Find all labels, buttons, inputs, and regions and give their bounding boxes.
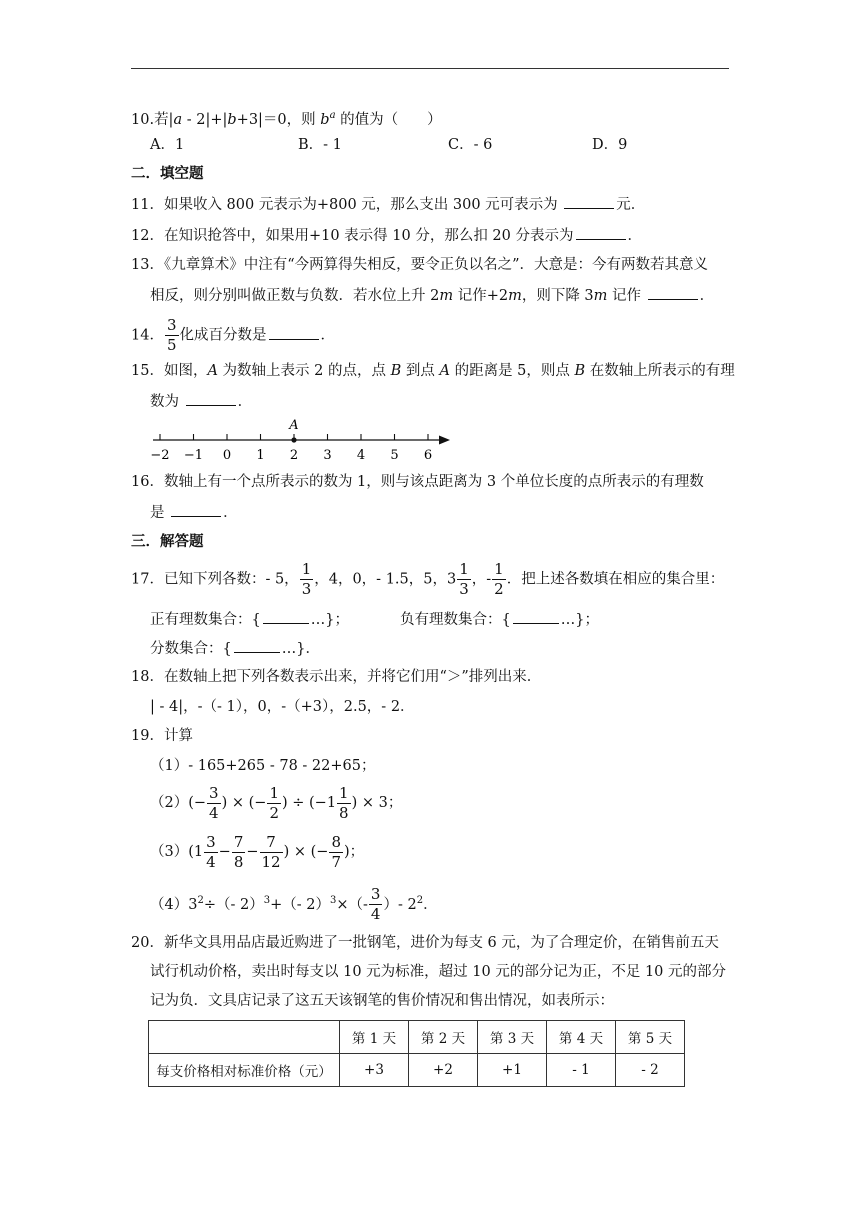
q17-frac-3 xyxy=(492,562,506,597)
q17-text-a: 17．已知下列各数：- 5， xyxy=(131,571,299,588)
q14-fraction xyxy=(165,318,179,353)
q15-text-b: 为数轴上表示 2 的点，点 xyxy=(217,363,391,379)
table-header-cell: 第 2 天 xyxy=(409,1021,478,1054)
q12-text: 12．在知识抢答中，如果用+10 表示得 10 分，那么扣 20 分表示为 xyxy=(131,228,574,244)
q19-p4-sup-1: 2 xyxy=(197,895,204,906)
number-line-ticks xyxy=(150,434,432,463)
table-row-label: 每支价格相对标准价格（元） xyxy=(149,1054,340,1087)
q15-text-a: 15．如图， xyxy=(131,363,208,379)
number-line-tick-label: 6 xyxy=(423,448,433,463)
q20-line-2: 试行机动价格，卖出时每支以 10 元为标准，超过 10 元的部分记为正，不足 10 元的部分 xyxy=(150,964,727,980)
q17-set-positive-end: …}； xyxy=(310,612,349,628)
q17-set-negative-blank xyxy=(513,609,559,624)
q17-set-fraction-blank xyxy=(234,638,280,653)
q19-p3-frac-3-num: 7 xyxy=(260,835,283,853)
q19-p4-sup-4: 2 xyxy=(416,895,424,906)
q16-blank xyxy=(171,502,221,517)
q19-part-4 xyxy=(150,883,438,923)
q10-option-b: B．- 1 xyxy=(298,137,342,153)
q10-option-d: D．9 xyxy=(592,137,628,153)
table-cell: +2 xyxy=(409,1054,478,1087)
q19-p4-f: ． xyxy=(423,896,438,913)
q17-frac-1 xyxy=(300,562,314,597)
q10-text-3: +3|＝0，则 xyxy=(236,111,321,128)
point-a-label: A xyxy=(289,418,299,433)
q15-blank xyxy=(186,391,236,406)
q13-var-m3: m xyxy=(593,288,608,304)
q17-frac-3-num: 1 xyxy=(494,560,504,578)
q17-frac-2 xyxy=(457,562,471,597)
q20-line-3: 记为负．文具店记录了这五天该钢笔的售价情况和售出情况，如表所示： xyxy=(150,993,614,1009)
q17-text-b: ，4，0，- 1.5，5，3 xyxy=(314,571,457,588)
q19-p3-frac-4-num: 8 xyxy=(331,832,341,851)
q13-post: ． xyxy=(699,288,715,304)
q19-title: 19．计算 xyxy=(131,728,193,744)
q10-var-a2: a xyxy=(329,110,336,121)
q15-line-1 xyxy=(131,361,735,381)
table-cell: +3 xyxy=(340,1054,409,1087)
q20-line-1: 20．新华文具用品店最近购进了一批钢笔，进价为每支 6 元，为了合理定价，在销售前五天 xyxy=(131,935,719,951)
q15-var-b2: B xyxy=(574,363,586,379)
question-10 xyxy=(131,104,442,130)
q19-p2-c: ) ÷ (−1 xyxy=(281,795,337,811)
q17-set-negative-label: 负有理数集合：{ xyxy=(400,612,511,628)
q19-p3-frac-1-num: 3 xyxy=(206,832,216,851)
q16-line-1: 16．数轴上有一个点所表示的数为 1，则与该点距离为 3 个单位长度的点所表示的有理数 xyxy=(131,474,704,490)
q19-p3-frac-3 xyxy=(260,832,283,871)
number-line-tick-label: 0 xyxy=(222,448,232,463)
q14-frac-den: 5 xyxy=(166,336,177,354)
q17-frac-1-den: 3 xyxy=(301,580,312,598)
q19-p4-frac-num: 3 xyxy=(370,885,381,904)
table-header-cell: 第 1 天 xyxy=(340,1021,409,1054)
number-line xyxy=(140,414,460,466)
q10-option-c: C．- 6 xyxy=(448,137,493,153)
q19-part-1: （1）- 165+265 - 78 - 22+65； xyxy=(150,758,376,774)
q15-var-b1: B xyxy=(390,363,402,379)
q17-text-c: ，- xyxy=(471,571,492,588)
q12-blank xyxy=(576,225,626,240)
q16-text: 是 xyxy=(150,505,165,521)
table-header-cell: 第 5 天 xyxy=(616,1021,685,1054)
q19-p3-frac-4 xyxy=(329,832,343,871)
table-cell: - 1 xyxy=(547,1054,616,1087)
q19-p3-d: ) × (− xyxy=(283,844,329,860)
number-line-arrow xyxy=(439,436,450,445)
q19-p3-e: )； xyxy=(344,844,365,860)
q17-text-d: ．把上述各数填在相应的集合里： xyxy=(506,571,725,588)
q17-frac-2-den: 3 xyxy=(459,580,469,598)
q13-text-a: 相反，则分别叫做正数与负数．若水位上升 2 xyxy=(150,288,440,304)
q19-p4-b: ÷（- 2） xyxy=(203,896,264,913)
q19-p2-frac-1-num: 3 xyxy=(209,783,219,802)
q17-set-positive xyxy=(150,609,349,630)
q19-p2-d: ) × 3； xyxy=(351,795,403,811)
q19-p3-frac-4-den: 7 xyxy=(331,852,341,871)
q19-part-2 xyxy=(150,785,402,821)
q19-p2-frac-2 xyxy=(267,783,281,822)
q13-text-d: 记作 xyxy=(607,288,642,304)
table-header-cell: 第 4 天 xyxy=(547,1021,616,1054)
q19-p4-sup-3: 3 xyxy=(329,895,337,906)
q17-frac-2-num: 1 xyxy=(459,560,469,578)
q18-line-1: 18．在数轴上把下列各数表示出来，并将它们用“＞”排列出来． xyxy=(131,669,542,685)
q19-p3-frac-1-den: 4 xyxy=(206,852,216,871)
number-line-tick-label: 2 xyxy=(289,448,299,463)
q15-text-c: 到点 xyxy=(401,363,440,379)
question-14 xyxy=(131,318,335,353)
q11-blank xyxy=(564,194,614,209)
table-header-cell: 第 3 天 xyxy=(478,1021,547,1054)
q19-p2-frac-2-num: 1 xyxy=(269,783,279,802)
section-2-title: 二．填空题 xyxy=(131,165,204,182)
q15-text-d: 的距离是 5，则点 xyxy=(449,363,575,379)
number-line-tick-label: 5 xyxy=(390,448,399,463)
q14-post: ． xyxy=(320,327,335,344)
table-row xyxy=(149,1054,685,1087)
q15-post: ． xyxy=(237,394,253,410)
q19-p4-frac xyxy=(369,887,383,922)
q15-text-f: 数为 xyxy=(150,394,179,410)
q11-text: 11．如果收入 800 元表示为+800 元，那么支出 300 元可表示为 xyxy=(131,197,558,213)
q19-p3-b: − xyxy=(218,844,231,860)
number-line-tick-label: −1 xyxy=(183,448,204,463)
q13-var-m2: m xyxy=(508,288,522,304)
q10-option-a: A．1 xyxy=(150,137,185,153)
q19-p2-b: ) × (− xyxy=(221,795,267,811)
q19-part-3 xyxy=(150,834,364,870)
q15-line-2 xyxy=(150,391,252,412)
q17-set-positive-label: 正有理数集合：{ xyxy=(150,612,261,628)
table-header-cell xyxy=(149,1021,340,1054)
q13-line-1: 13．《九章算术》中注有“今两算得失相反，要令正负以名之”．大意是：今有两数若其意义 xyxy=(131,257,709,273)
q11-post: 元． xyxy=(616,197,646,213)
header-rule xyxy=(131,68,729,69)
q10-var-a: a xyxy=(173,111,183,128)
q17-set-fraction-end: …}． xyxy=(281,641,320,657)
q13-text-b: 记作+2 xyxy=(453,288,509,304)
q19-p3-frac-1 xyxy=(204,832,218,871)
q12-post: ． xyxy=(627,228,642,244)
number-line-tick-label: −2 xyxy=(150,448,170,463)
q19-p3-frac-2-den: 8 xyxy=(233,852,244,871)
number-line-tick-label: 4 xyxy=(356,448,366,463)
q19-p2-a: （2）(− xyxy=(150,795,207,811)
q19-p2-frac-3-num: 1 xyxy=(339,783,349,802)
table-header-row xyxy=(149,1021,685,1054)
question-11 xyxy=(131,194,645,215)
q17-set-positive-blank xyxy=(263,609,309,624)
table-cell: - 2 xyxy=(616,1054,685,1087)
number-line-tick-label: 3 xyxy=(323,448,332,463)
q17-set-fraction xyxy=(150,638,320,659)
q13-var-m1: m xyxy=(439,288,454,304)
q19-p2-frac-3-den: 8 xyxy=(339,803,349,822)
q13-text-c: ，则下降 3 xyxy=(521,288,594,304)
q14-frac-num: 3 xyxy=(166,316,177,334)
q17-frac-1-num: 1 xyxy=(301,560,312,578)
q19-p4-a: （4）3 xyxy=(150,896,198,913)
q16-line-2 xyxy=(150,502,238,523)
q10-number: 10. xyxy=(131,111,155,128)
price-table xyxy=(148,1020,685,1087)
q15-text-e: 在数轴上所表示的有理 xyxy=(585,363,735,379)
q15-var-a1: A xyxy=(207,363,218,379)
q15-var-a2: A xyxy=(439,363,450,379)
q14-number: 14． xyxy=(131,327,164,344)
q19-p2-frac-1 xyxy=(207,783,221,822)
number-line-tick-label: 1 xyxy=(256,448,265,463)
question-12 xyxy=(131,225,642,246)
q17-set-negative xyxy=(400,609,599,630)
q10-var-b: b xyxy=(227,111,237,128)
q19-p3-frac-3-den: 12 xyxy=(261,852,281,871)
q17-set-fraction-label: 分数集合：{ xyxy=(150,641,232,657)
q14-text: 化成百分数是 xyxy=(179,327,267,344)
q19-p4-c: +（- 2） xyxy=(270,896,330,913)
q10-text-1: 若| xyxy=(154,111,174,128)
q19-p2-frac-2-den: 2 xyxy=(269,803,279,822)
q19-p4-d: ×（- xyxy=(336,896,368,913)
q13-line-2 xyxy=(150,285,714,306)
q18-line-2: | - 4|，-（- 1），0，-（+3），2.5，- 2． xyxy=(150,699,415,715)
section-3-title: 三．解答题 xyxy=(131,533,204,550)
q17-frac-3-den: 2 xyxy=(494,580,504,598)
q19-p3-frac-2-num: 7 xyxy=(233,832,244,851)
q10-var-b2: b xyxy=(320,111,330,128)
question-17 xyxy=(131,562,724,597)
q19-p3-frac-2 xyxy=(232,832,246,871)
q19-p3-a: （3）(1 xyxy=(150,844,204,860)
q19-p4-sup-2: 3 xyxy=(263,895,271,906)
q16-post: ． xyxy=(223,505,238,521)
q10-text-4: 的值为（ ） xyxy=(335,111,442,128)
q14-blank xyxy=(269,325,319,340)
q19-p4-e: ）- 2 xyxy=(383,896,417,913)
q19-p2-frac-3 xyxy=(337,783,351,822)
q13-blank xyxy=(648,285,698,300)
q19-p4-frac-den: 4 xyxy=(370,905,381,924)
q17-set-negative-end: …}； xyxy=(560,612,599,628)
q19-p3-c: − xyxy=(246,844,259,860)
point-a-dot xyxy=(291,437,296,442)
q19-p2-frac-1-den: 4 xyxy=(209,803,219,822)
q10-text-2: - 2|+| xyxy=(182,111,228,128)
table-cell: +1 xyxy=(478,1054,547,1087)
